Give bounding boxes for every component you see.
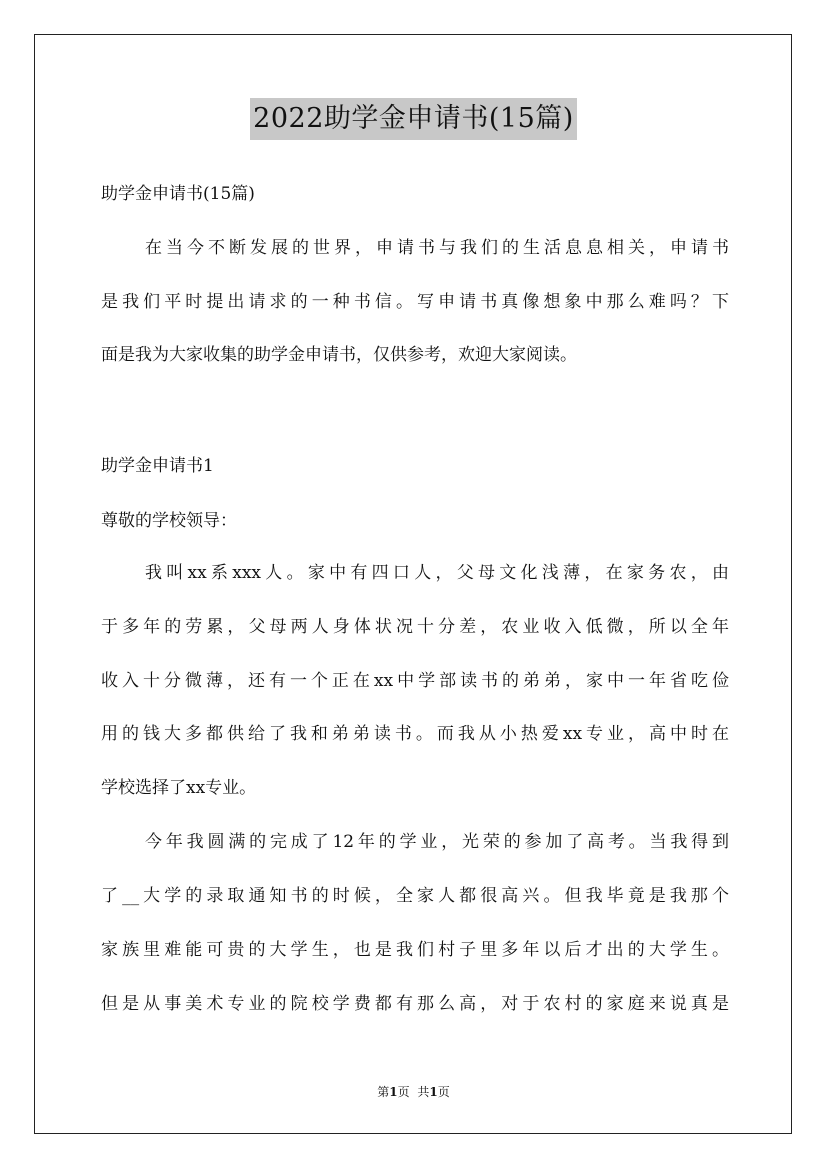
total-suffix: 页 — [437, 1085, 450, 1099]
intro-line-3: 面是我为大家收集的助学金申请书，仅供参考，欢迎大家阅读。 — [101, 345, 577, 365]
paragraph1-line-5: 学校选择了xx专业。 — [101, 778, 257, 798]
intro-line-2: 是我们平时提出请求的一种书信。写申请书真像想象中那么难吗？下 — [101, 292, 729, 312]
document-title: 2022助学金申请书(15篇) — [250, 98, 577, 140]
intro-line-1: 在当今不断发展的世界，申请书与我们的生活息息相关，申请书 — [145, 238, 729, 258]
paragraph2-line-2: 了__大学的录取通知书的时候，全家人都很高兴。但我毕竟是我那个 — [101, 886, 729, 906]
paragraph1-line-3: 收入十分微薄，还有一个正在xx中学部读书的弟弟，家中一年省吃俭 — [101, 671, 729, 691]
paragraph2-line-1: 今年我圆满的完成了12年的学业，光荣的参加了高考。当我得到 — [145, 832, 729, 852]
salutation: 尊敬的学校领导： — [101, 511, 237, 531]
section-heading: 助学金申请书1 — [101, 456, 214, 476]
document-subtitle: 助学金申请书(15篇) — [101, 184, 255, 204]
page-number: 1 — [389, 1085, 398, 1099]
title-container — [0, 98, 827, 140]
paragraph1-line-4: 用的钱大多都供给了我和弟弟读书。而我从小热爱xx专业，高中时在 — [101, 724, 729, 744]
paragraph1-line-1: 我叫xx系xxx人。家中有四口人，父母文化浅薄，在家务农，由 — [145, 563, 729, 583]
page-suffix: 页 — [397, 1085, 410, 1099]
paragraph2-line-3: 家族里难能可贵的大学生，也是我们村子里多年以后才出的大学生。 — [101, 940, 729, 960]
total-prefix: 共 — [417, 1085, 430, 1099]
total-pages: 1 — [429, 1085, 438, 1099]
paragraph2-line-4: 但是从事美术专业的院校学费都有那么高，对于农村的家庭来说真是 — [101, 994, 729, 1014]
page-footer — [0, 1083, 827, 1101]
paragraph1-line-2: 于多年的劳累，父母两人身体状况十分差，农业收入低微，所以全年 — [101, 617, 729, 637]
page-prefix: 第 — [377, 1085, 390, 1099]
